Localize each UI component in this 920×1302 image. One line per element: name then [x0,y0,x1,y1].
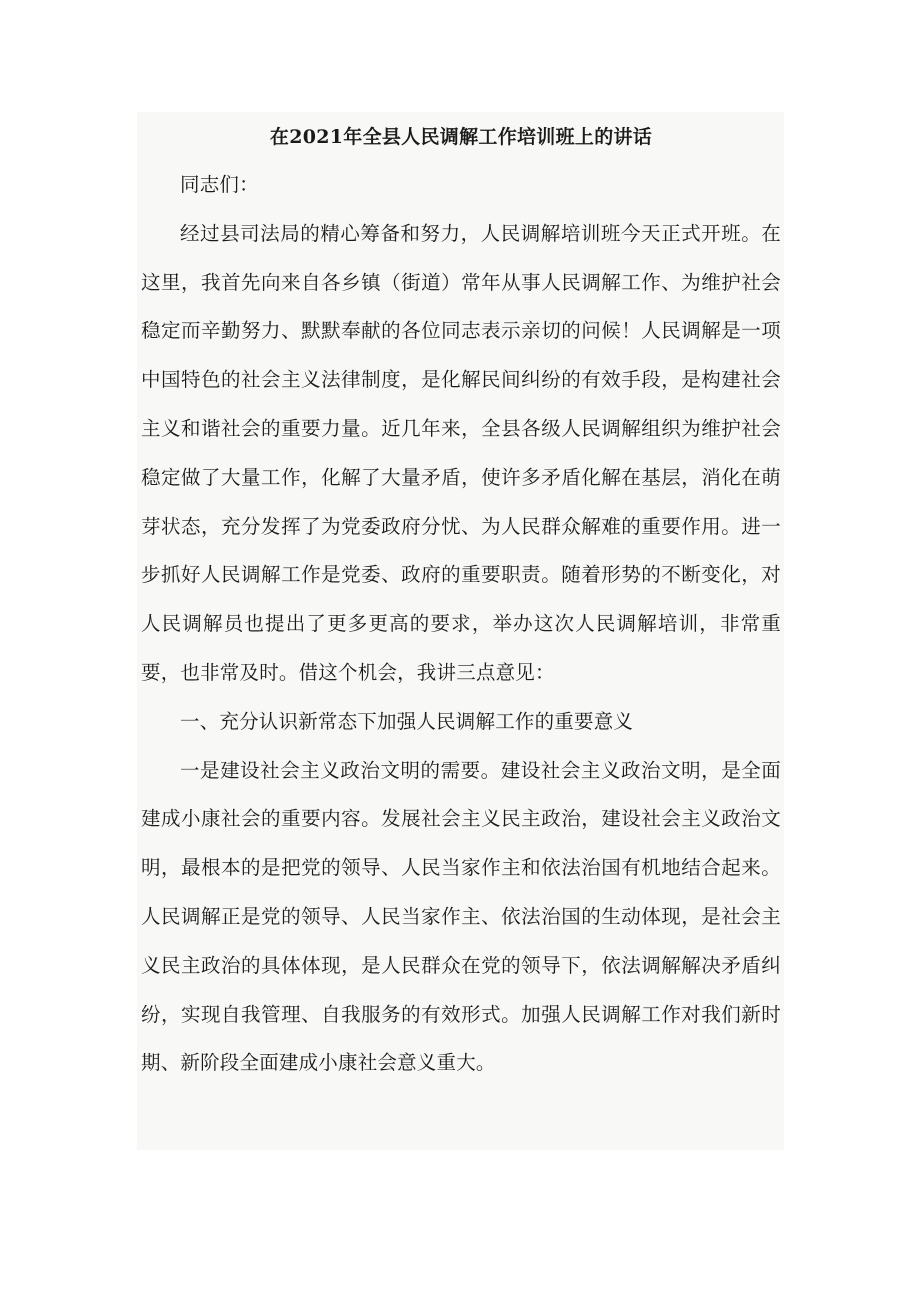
paragraph-point-1: 一是建设社会主义政治文明的需要。建设社会主义政治文明，是全面建成小康社会的重要内容。发展社会主义民主政治，建设社会主义政治文明，最根本的是把党的领导、人民当家作主和依法治国有机地结合起来。人民调解正是党的领导、人民当家作主、依法治国的生动体现，是社会主义民主政治的具体体现，是人民群众在党的领导下，依法调解解决矛盾纠纷，实现自我管理、自我服务的有效形式。加强人民调解工作对我们新时期、新阶段全面建成小康社会意义重大。 [141,758,781,1075]
document-page [137,112,784,1150]
section-heading-1: 一、充分认识新常态下加强人民调解工作的重要意义 [180,709,634,733]
document-title: 在2021年全县人民调解工作培训班上的讲话 [269,126,653,148]
salutation: 同志们： [180,173,259,196]
paragraph-intro: 经过县司法局的精心筹备和努力，人民调解培训班今天正式开班。在这里，我首先向来自各乡镇（街道）常年从事人民调解工作、为维护社会稳定而辛勤努力、默默奉献的各位同志表示亲切的问候！人民调解是一项中国特色的社会主义法律制度，是化解民间纠纷的有效手段，是构建社会主义和谐社会的重要力量。近几年来，全县各级人民调解组织为维护社会稳定做了大量工作，化解了大量矛盾，使许多矛盾化解在基层，消化在萌芽状态，充分发挥了为党委政府分忧、为人民群众解难的重要作用。进一步抓好人民调解工作是党委、政府的重要职责。随着形势的不断变化，对人民调解员也提出了更多更高的要求，举办这次人民调解培训，非常重要，也非常及时。借这个机会，我讲三点意见： [141,221,781,684]
document-body [141,118,781,1088]
